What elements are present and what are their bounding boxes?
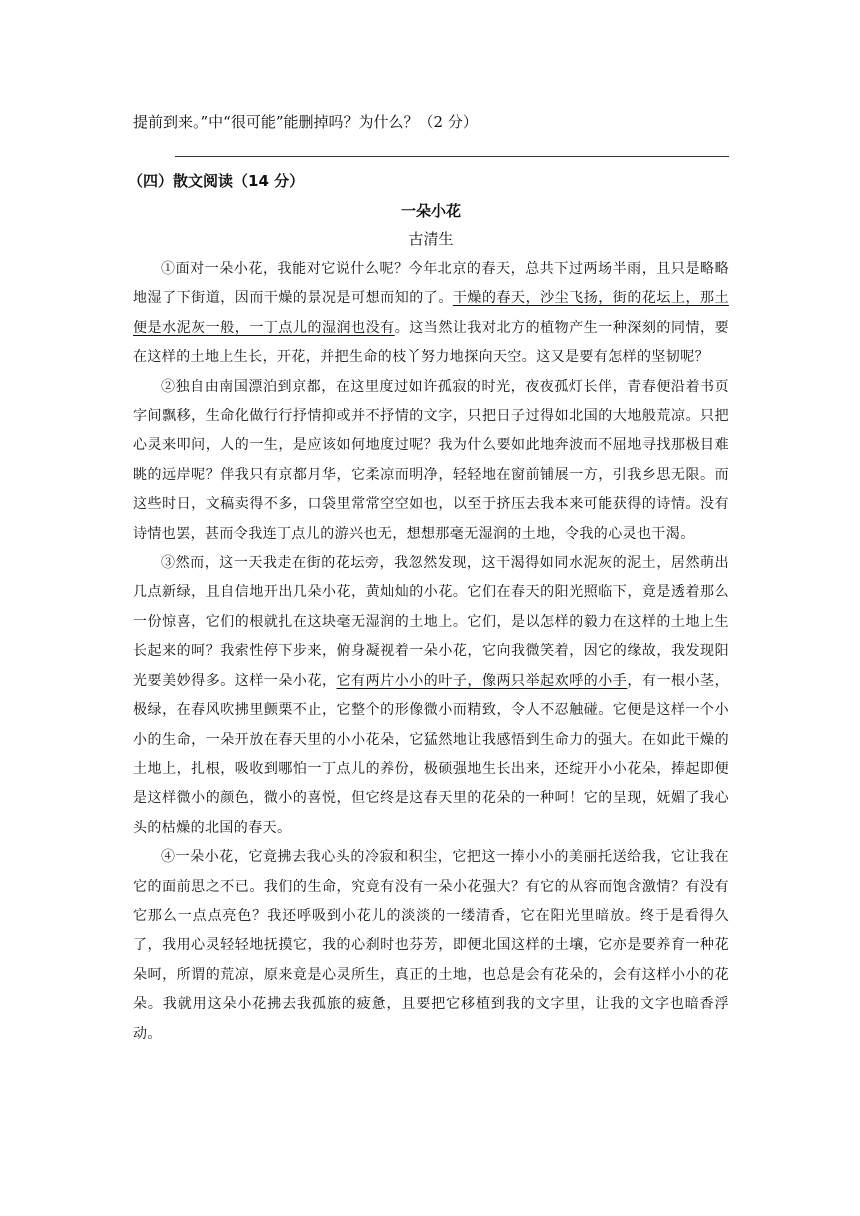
paragraph-1-text-a: ①面对一朵小花，我能对它说什么呢？今年北京的春天，总共下过两场半雨，且只是略略地湿了下街道，因而干燥的景况是可想而知的了。 bbox=[133, 261, 729, 307]
paragraph-1-underlined-sentence: 干燥的春天，沙尘飞扬，街的花坛上，那土便是水泥灰一般，一丁点儿的湿润也没有 bbox=[133, 290, 729, 336]
answer-line bbox=[175, 156, 729, 157]
essay-title: 一朵小花 bbox=[400, 202, 461, 220]
paragraph-3 bbox=[133, 549, 729, 843]
section-heading: （四）散文阅读（14 分） bbox=[128, 172, 305, 190]
paragraph-3-underlined-sentence: 它有两片小小的叶子，像两只举起欢呼的小手 bbox=[336, 672, 628, 689]
paragraph-1-text-b: 。这当然让我对北方的植物产生一种深刻的同情，要在这样的土地上生长，开花，并把生命的枝丫努力地探向天空。这又是要有怎样的坚韧呢？ bbox=[133, 319, 729, 366]
paragraph-3-text-a: ③然而，这一天我走在街的花坛旁，我忽然发现，这干渴得如同水泥灰的泥土，居然萌出几点新绿，且自信地开出几朵小花，黄灿灿的小花。它们在春天的阳光照临下，竟是透着那么一份惊喜，它们的根就扎在这块毫无湿润的土地上。它们，是以怎样的毅力在这样的土地上生长起来的呵？我索性停下步来，俯身凝视着一朵小花，它向我微笑着，因它的缘故，我发现阳光要美妙得多。这样一朵小花， bbox=[133, 555, 729, 689]
previous-question-text: 提前到来。”中“很可能”能删掉吗？为什么？（2 分） bbox=[133, 113, 478, 131]
paragraph-1 bbox=[133, 255, 729, 373]
paragraph-4: ④一朵小花，它竟拂去我心头的冷寂和积尘，它把这一捧小小的美丽托送给我，它让我在它的面前思之不已。我们的生命，究竟有没有一朵小花强大？有它的从容而饱含激情？有没有它那么一点点亮色？我还呼吸到小花儿的淡淡的一缕清香，它在阳光里暗放。终于是看得久了，我用心灵轻轻地抚摸它，我的心刹时也芬芳，即便北国这样的土壤，它亦是要养育一种花朵呵，所谓的荒凉，原来竟是心灵所生，真正的土地，也总是会有花朵的，会有这样小小的花朵。我就用这朵小花拂去我孤旅的疲惫，且要把它移植到我的文字里，让我的文字也暗香浮动。 bbox=[133, 849, 729, 1042]
paragraph-3-text-b: ，有一根小茎，极绿，在春风吹拂里颤栗不止，它整个的形像微小而精致，令人不忍触碰。它便是这样一个小小的生命，一朵开放在春天里的小小花朵，它猛然地让我感悟到生命力的强大。在如此干燥的土地上，扎根，吸收到哪怕一丁点儿的养份，极硕强地生长出来，还绽开小小花朵，捧起即便是这样微小的颜色，微小的喜悦，但它终是这春天里的花朵的一种呵！它的呈现，妩媚了我心头的枯燥的北国的春天。 bbox=[133, 672, 729, 836]
essay-author: 古清生 bbox=[408, 230, 454, 248]
paragraph-2: ②独自由南国漂泊到京都，在这里度过如许孤寂的时光，夜夜孤灯长伴，青春便沿着书页字间飘移，生命化做行行抒情抑或并不抒情的文字，只把日子过得如北国的大地般荒凉。只把心灵来叩问，人的一生，是应该如何地度过呢？我为什么要如此地奔波而不屈地寻找那极目难眺的远岸呢？伴我只有京都月华，它柔凉而明净，轻轻地在窗前铺展一方，引我乡思无限。而这些时日，文稿卖得不多，口袋里常常空空如也，以至于挤压去我本来可能获得的诗情。没有诗情也罢，甚而令我连丁点儿的游兴也无，想想那毫无湿润的土地，令我的心灵也干渴。 bbox=[133, 378, 729, 542]
essay-body bbox=[133, 255, 729, 1049]
